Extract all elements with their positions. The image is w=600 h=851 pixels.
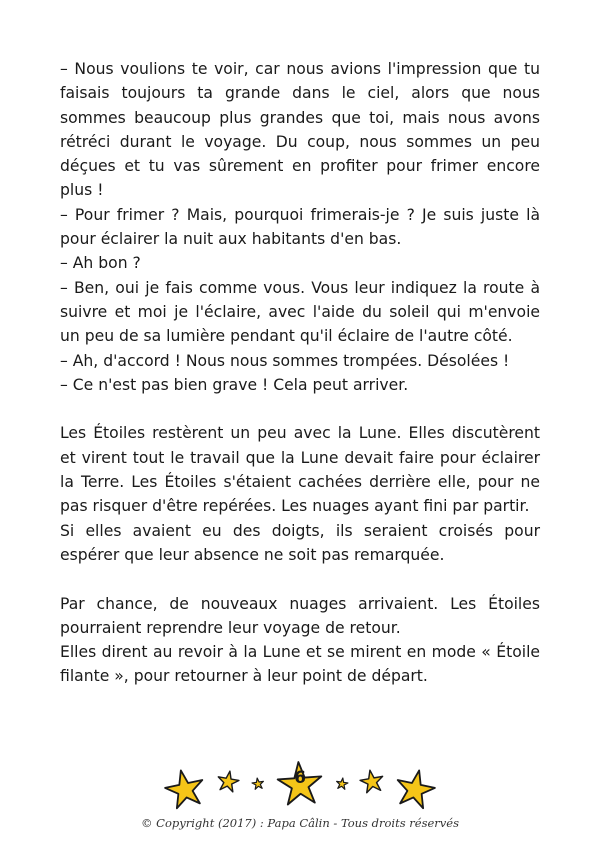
dialog-line: – Nous voulions te voir, car nous avions l'impression que tu faisais toujours ta grande dans le ciel, alors que nous sommes beaucoup plus grandes que toi, mais nous avons rétréci durant le voyage. Du coup, nous sommes un peu déçues et tu vas sûrement en profiter pour frimer encore plus ! [60,60,540,200]
star-icon [162,766,207,809]
copyright-notice: © Copyright (2017) : Papa Câlin - Tous droits réservés [141,816,459,830]
star-icon [393,766,438,809]
dialog-line: – Pour frimer ? Mais, pourquoi frimerais-je ? Je suis juste là pour éclairer la nuit aux habitants d'en bas. [60,205,540,249]
page-number: 6 [294,768,306,788]
dialog-line: – Ah, d'accord ! Nous nous sommes trompées. Désolées ! [60,351,510,370]
paragraph: Elles dirent au revoir à la Lune et se mirent en mode « Étoile filante », pour retourner à leur point de départ. [60,643,540,686]
star-icon [252,777,265,789]
dialog-line: – Ce n'est pas bien grave ! Cela peut arriver. [60,375,409,394]
page-footer [0,760,600,851]
dialog-line: – Ben, oui je fais comme vous. Vous leur indiquez la route à suivre et moi je l'éclaire, avec l'aide du soleil qui m'envoie un peu de sa lumière pendant qu'il éclaire de l'autre côté. [60,278,540,346]
paragraph: Si elles avaient eu des doigts, ils seraient croisés pour espérer que leur absence ne soit pas remarquée. [60,521,540,564]
paragraph: Les Étoiles restèrent un peu avec la Lune. Elles discutèrent et virent tout le travail que la Lune devait faire pour éclairer la Terre. Les Étoiles s'étaient cachées derrière elle, pour ne pas risquer d'être repérées. Les nuages ayant fini par partir. [60,424,540,516]
star-icon [336,777,349,789]
story-text [60,57,540,689]
star-icon [216,769,240,792]
dialog-line: – Ah bon ? [60,254,141,273]
star-icon [359,768,385,793]
paragraph: Par chance, de nouveaux nuages arrivaient. Les Étoiles pourraient reprendre leur voyage de retour. [60,594,540,637]
